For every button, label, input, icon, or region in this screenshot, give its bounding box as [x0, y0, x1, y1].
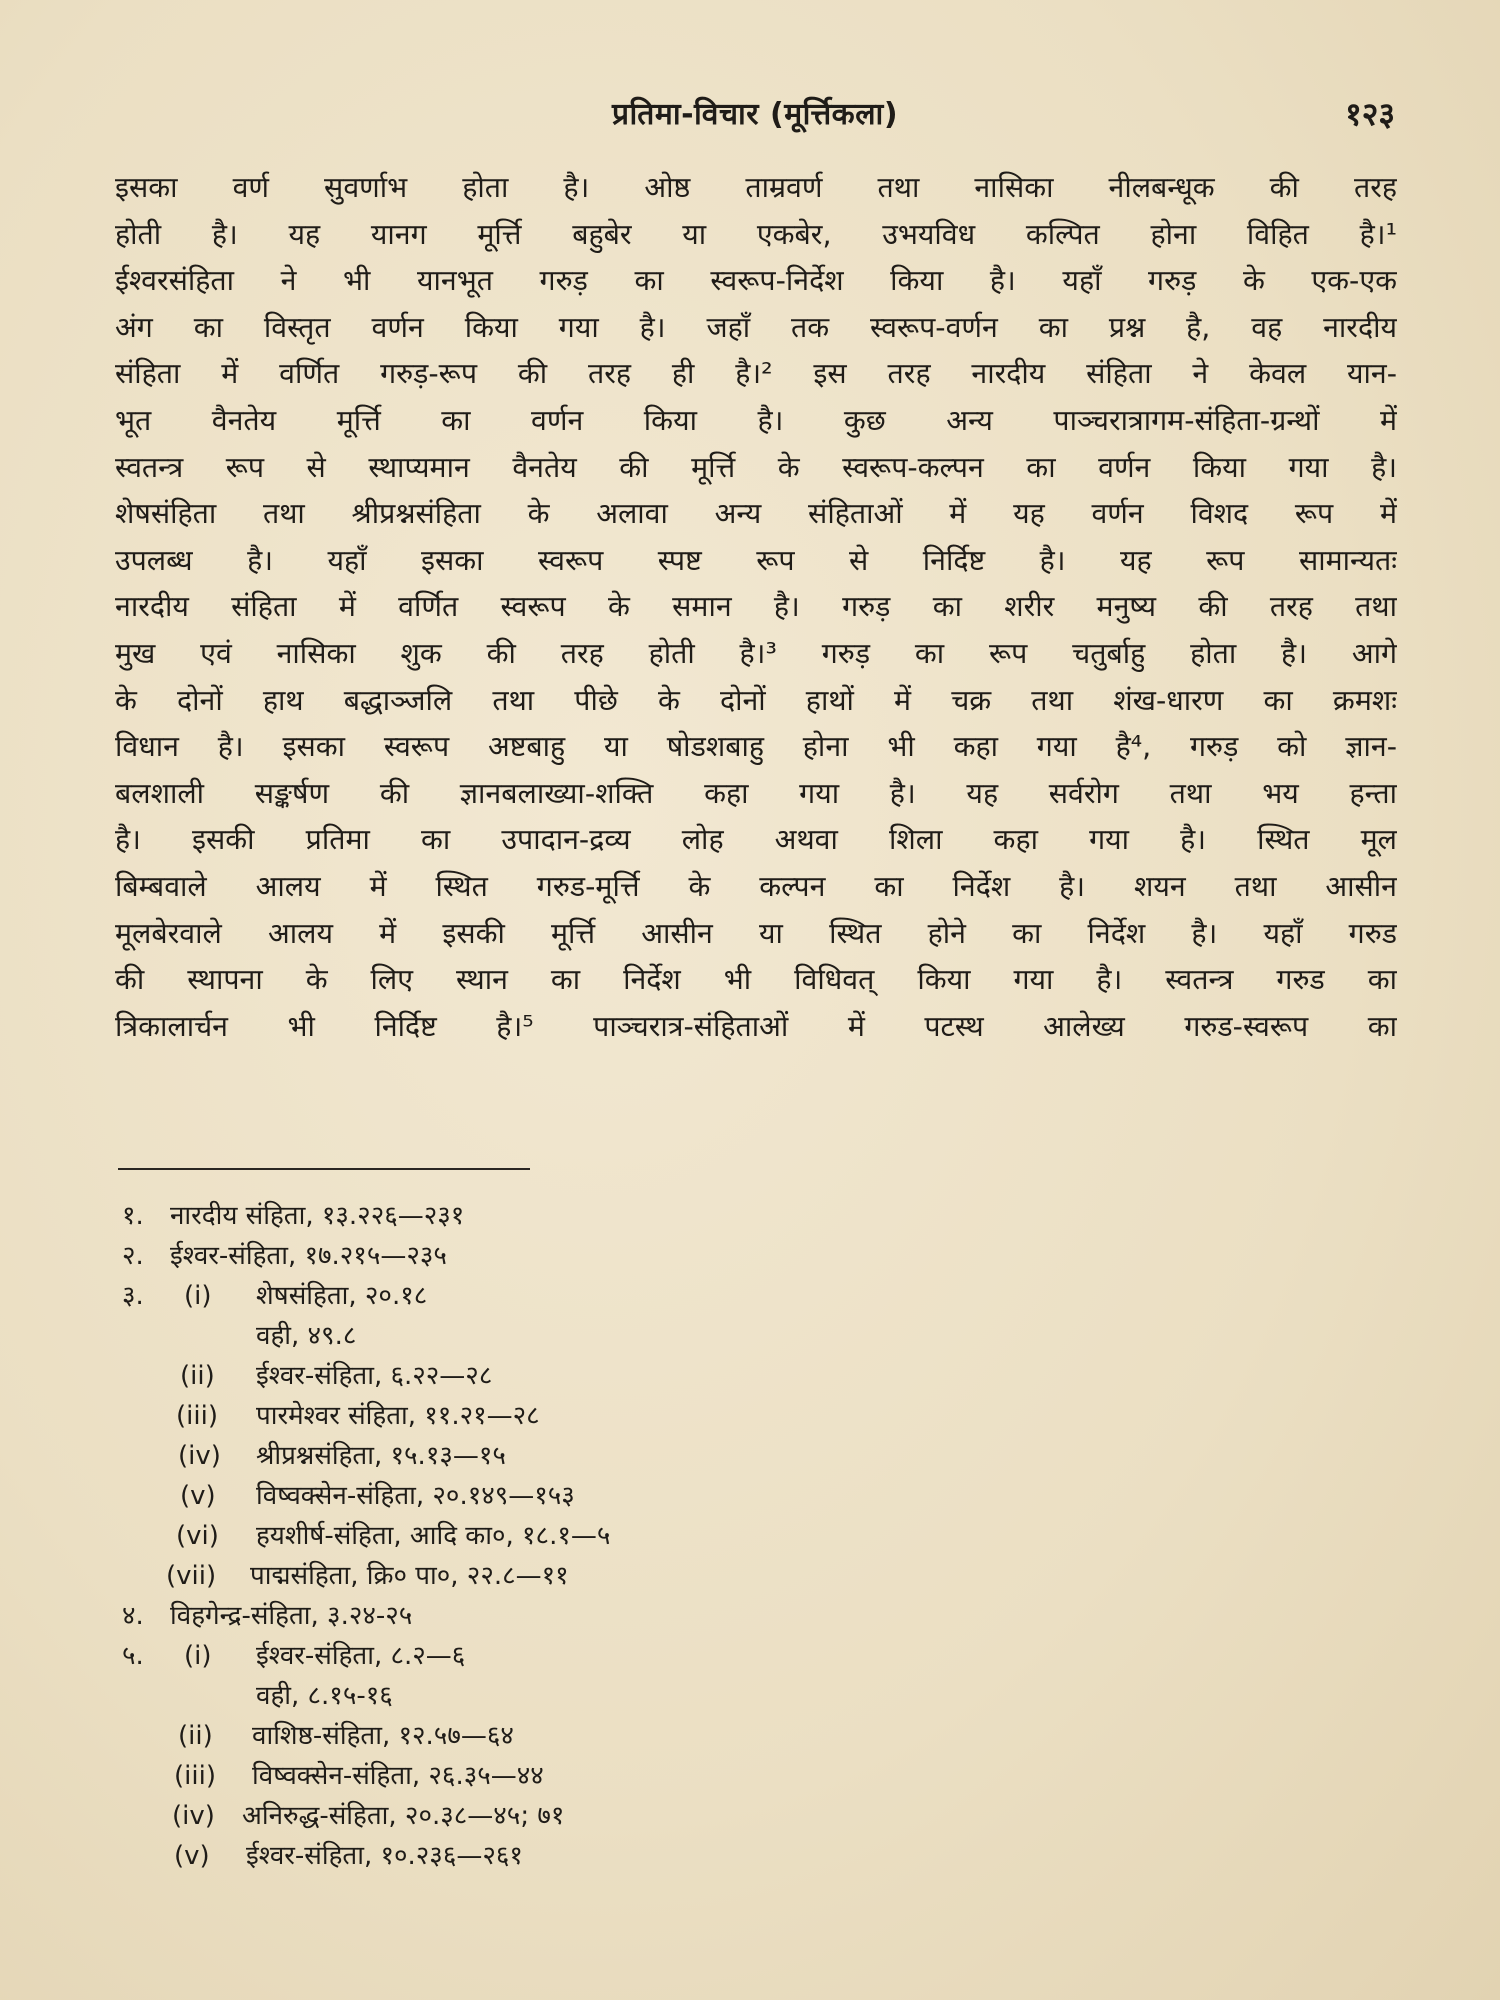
footnote-subnumber: (iii) [174, 1761, 216, 1791]
footnote-text: पारमेश्वर संहिता, ११.२१—२८ [256, 1401, 540, 1431]
text-line: के दोनों हाथ बद्धाञ्जलि तथा पीछे के दोनों हाथों में चक्र तथा शंख-धारण का क्रमशः [115, 683, 1397, 717]
footnote-subnumber: (i) [184, 1281, 212, 1311]
footnote-number: ४. [122, 1601, 144, 1631]
footnote-text: वही, ४९.८ [256, 1321, 357, 1351]
footnote-text: पाद्मसंहिता, क्रि० पा०, २२.८—११ [250, 1561, 569, 1591]
footnote-text: ईश्वर-संहिता, ८.२—६ [256, 1641, 466, 1671]
footnote-entry [122, 1476, 1122, 1516]
footnote-entry [122, 1396, 1122, 1436]
footnote-subnumber: (ii) [180, 1361, 215, 1391]
text-line: संहिता में वर्णित गरुड़-रूप की तरह ही है।² इस तरह नारदीय संहिता ने केवल यान- [115, 357, 1397, 391]
text-line: मुख एवं नासिका शुक की तरह होती है।³ गरुड़ का रूप चतुर्बाहु होता है। आगे [115, 636, 1397, 670]
footnote-text: शेषसंहिता, २०.१८ [256, 1281, 428, 1311]
text-line: भूत वैनतेय मूर्त्ति का वर्णन किया है। कुछ अन्य पाञ्चरात्रागम-संहिता-ग्रन्थों में [115, 403, 1397, 437]
footnote-subnumber: (iii) [176, 1401, 218, 1431]
footnote-number: ३. [122, 1281, 144, 1311]
text-line: है। इसकी प्रतिमा का उपादान-द्रव्य लोह अथवा शिला कहा गया है। स्थित मूल [115, 823, 1397, 857]
text-line: इसका वर्ण सुवर्णाभ होता है। ओष्ठ ताम्रवर्ण तथा नासिका नीलबन्धूक की तरह [115, 171, 1397, 204]
text-line: बलशाली सङ्कर्षण की ज्ञानबलाख्या-शक्ति कहा गया है। यह सर्वरोग तथा भय हन्ता [115, 776, 1397, 810]
body-text [115, 165, 1397, 1050]
footnote-entry [122, 1236, 1122, 1276]
text-line: बिम्बवाले आलय में स्थित गरुड-मूर्त्ति के कल्पन का निर्देश है। शयन तथा आसीन [115, 869, 1397, 903]
footnote-text: विहगेन्द्र-संहिता, ३.२४-२५ [170, 1601, 413, 1631]
footnote-subnumber: (i) [184, 1641, 212, 1671]
footnote-subnumber: (vii) [166, 1561, 217, 1591]
footnote-text: ईश्वर-संहिता, ६.२२—२८ [256, 1361, 493, 1391]
text-line: मूलबेरवाले आलय में इसकी मूर्त्ति आसीन या स्थित होने का निर्देश है। यहाँ गरुड [115, 916, 1397, 950]
footnote-entry [122, 1796, 1122, 1836]
footnote-text: नारदीय संहिता, १३.२२६—२३१ [170, 1201, 465, 1231]
footnote-entry [122, 1676, 1122, 1716]
footnotes [122, 1196, 1122, 1876]
footnote-subnumber: (v) [180, 1481, 216, 1511]
footnote-text: हयशीर्ष-संहिता, आदि का०, १८.१—५ [256, 1521, 611, 1551]
footnote-entry [122, 1516, 1122, 1556]
footnote-entry [122, 1556, 1122, 1596]
footnote-number: २. [122, 1241, 144, 1271]
footnote-entry [122, 1276, 1122, 1316]
footnote-text: श्रीप्रश्नसंहिता, १५.१३—१५ [256, 1441, 506, 1471]
text-line: उपलब्ध है। यहाँ इसका स्वरूप स्पष्ट रूप से निर्दिष्ट है। यह रूप सामान्यतः [115, 543, 1397, 577]
footnote-entry [122, 1836, 1122, 1876]
footnote-text: ईश्वर-संहिता, १७.२१५—२३५ [170, 1241, 447, 1271]
text-line: ईश्वरसंहिता ने भी यानभूत गरुड़ का स्वरूप-निर्देश किया है। यहाँ गरुड़ के एक-एक [115, 264, 1397, 298]
page-header [115, 92, 1395, 142]
footnote-subnumber: (iv) [172, 1801, 215, 1831]
text-line: होती है। यह यानग मूर्त्ति बहुबेर या एकबेर, उभयविध कल्पित होना विहित है।¹ [115, 217, 1397, 251]
footnote-text: वाशिष्ठ-संहिता, १२.५७—६४ [252, 1721, 514, 1751]
text-line: त्रिकालार्चन भी निर्दिष्ट है।⁵ पाञ्चरात्र-संहिताओं में पटस्थ आलेख्य गरुड-स्वरूप का [115, 1009, 1397, 1043]
footnote-subnumber: (ii) [178, 1721, 213, 1751]
page-number: १२३ [1345, 95, 1395, 133]
text-line: शेषसंहिता तथा श्रीप्रश्नसंहिता के अलावा अन्य संहिताओं में यह वर्णन विशद रूप में [115, 497, 1397, 531]
text-line: नारदीय संहिता में वर्णित स्वरूप के समान है। गरुड़ का शरीर मनुष्य की तरह तथा [115, 590, 1397, 624]
footnote-text: अनिरुद्ध-संहिता, २०.३८—४५; ७१ [242, 1801, 565, 1831]
footnote-entry [122, 1636, 1122, 1676]
footnote-entry [122, 1596, 1122, 1636]
text-line: स्वतन्त्र रूप से स्थाप्यमान वैनतेय की मूर्त्ति के स्वरूप-कल्पन का वर्णन किया गया है। [115, 450, 1397, 484]
footnote-divider [118, 1168, 530, 1170]
footnote-text: विष्वक्सेन-संहिता, २६.३५—४४ [252, 1761, 544, 1791]
text-line: अंग का विस्तृत वर्णन किया गया है। जहाँ तक स्वरूप-वर्णन का प्रश्न है, वह नारदीय [115, 310, 1397, 344]
footnote-number: १. [122, 1201, 144, 1231]
footnote-entry [122, 1356, 1122, 1396]
footnote-subnumber: (iv) [178, 1441, 221, 1471]
text-line: विधान है। इसका स्वरूप अष्टबाहु या षोडशबाहु होना भी कहा गया है⁴, गरुड़ को ज्ञान- [115, 730, 1397, 764]
footnote-entry [122, 1316, 1122, 1356]
footnote-number: ५. [122, 1641, 144, 1671]
footnote-entry [122, 1716, 1122, 1756]
text-line: की स्थापना के लिए स्थान का निर्देश भी विधिवत् किया गया है। स्वतन्त्र गरुड का [115, 963, 1397, 997]
footnote-text: ईश्वर-संहिता, १०.२३६—२६१ [246, 1841, 523, 1871]
footnote-subnumber: (vi) [176, 1521, 219, 1551]
footnote-text: वही, ८.१५-१६ [256, 1681, 393, 1711]
footnote-entry [122, 1196, 1122, 1236]
footnote-subnumber: (v) [174, 1841, 210, 1871]
footnote-entry [122, 1756, 1122, 1796]
running-title: प्रतिमा-विचार (मूर्त्तिकला) [611, 97, 899, 132]
footnote-text: विष्वक्सेन-संहिता, २०.१४९—१५३ [256, 1481, 575, 1511]
footnote-entry [122, 1436, 1122, 1476]
